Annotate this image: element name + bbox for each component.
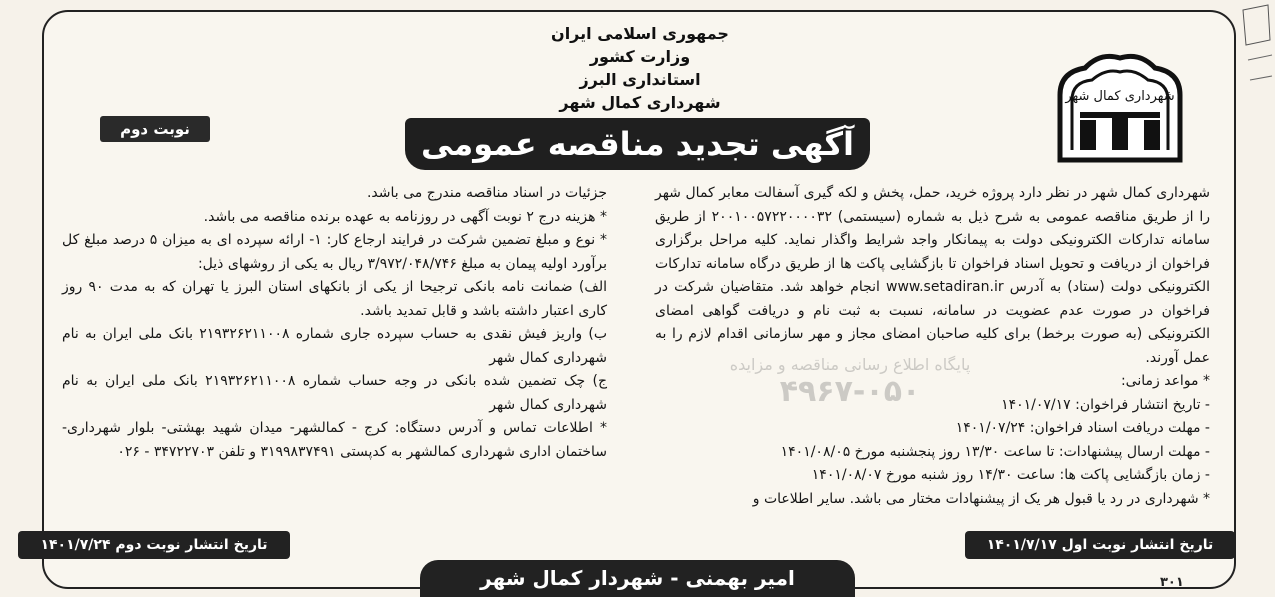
right-column [655, 182, 1210, 511]
paragraph: - مهلت دریافت اسناد فراخوان: ۱۴۰۱/۰۷/۲۴ [955, 420, 1210, 436]
first-publication-date: تاریخ انتشار نوبت اول ۱۴۰۱/۷/۱۷ [965, 531, 1235, 559]
paragraph: * هزینه درج ۲ نوبت آگهی در روزنامه به عهده برنده مناقصه می باشد. [203, 208, 607, 225]
paragraph: * شهرداری در رد یا قبول هر یک از پیشنهادات مختار می باشد. سایر اطلاعات و [752, 490, 1210, 507]
paragraph: جزئیات در اسناد مناقصه مندرج می باشد. [366, 185, 607, 201]
paragraph: * اطلاعات تماس و آدرس دستگاه: کرج - کمالشهر- میدان شهید بهشتی- بلوار شهرداری- ساختمان اداری شهرداری کمالشهر به کدپستی ۳۱۹۹۸۳۷۴۹۱ و تلفن ۳۴۷۲۲۷۰۳ - ۰۲۶ [62, 420, 607, 460]
paragraph: * مواعد زمانی: [1120, 373, 1210, 389]
government-header [520, 22, 760, 114]
paragraph: شهرداری کمال شهر در نظر دارد پروژه خرید، حمل، پخش و لکه گیری آسفالت معابر کمال شهر را از طریق مناقصه عمومی به شرح ذیل به شماره (سیستمی) ۲۰۰۱۰۰۵۷۲۲۰۰۰۰۳۲ از طریق سامانه تدارکات الکترونیکی دولت به پیمانکار واجد شرایط واگذار نماید. کلیه مراحل برگزاری فراخوان از دریافت و تحویل اسناد فراخوان تا بازگشایی پاکت ها از طریق درگاه سامانه تدارکات الکترونیکی دولت (ستاد) به آدرس www.setadiran.ir انجام خواهد شد. متقاضیان شرکت در فراخوان در صورت عدم عضویت در سامانه، نسبت به ثبت نام و دریافت گواهی امضای الکترونیکی (به صورت برخط) برای کلیه صاحبان امضای مجاز و مهر سازمانی اقدام لازم را به عمل آورند. [655, 185, 1210, 366]
binding-edge-marks [1238, 0, 1275, 160]
paragraph: ب) واریز فیش نقدی به حساب سپرده جاری شماره ۲۱۹۳۲۶۲۱۱۰۰۸ بانک ملی ایران به نام شهرداری کمال شهر [62, 326, 608, 366]
paragraph: ج) چک تضمین شده بانکی در وجه حساب شماره ۲۱۹۳۲۶۲۱۱۰۰۸ بانک ملی ایران به نام شهرداری کمال شهر [62, 373, 608, 413]
header-line: وزارت کشور [589, 47, 691, 66]
watermark [700, 355, 1000, 409]
round-badge: نوبت دوم [100, 116, 210, 142]
left-column [62, 182, 607, 464]
paragraph: - تاریخ انتشار فراخوان: ۱۴۰۱/۰۷/۱۷ [1001, 396, 1210, 413]
header-line: جمهوری اسلامی ایران [551, 24, 729, 43]
watermark-phone: ۴۹۶۷-۰۵۰ [779, 374, 921, 409]
page-number: ۳۰۱ [1160, 575, 1184, 590]
municipality-logo-icon [1040, 50, 1200, 170]
paragraph: - مهلت ارسال پیشنهادات: تا ساعت ۱۳/۳۰ روز پنجشنبه مورخ ۱۴۰۱/۰۸/۰۵ [780, 443, 1210, 460]
watermark-text: پایگاه اطلاع رسانی مناقصه و مزایده [729, 355, 971, 374]
mayor-signature-bar: امیر بهمنی - شهردار کمال شهر [420, 560, 855, 597]
paragraph: - زمان بازگشایی پاکت ها: ساعت ۱۴/۳۰ روز شنبه مورخ ۱۴۰۱/۰۸/۰۷ [811, 467, 1210, 483]
header-line: استانداری البرز [579, 70, 701, 89]
header-line: شهرداری کمال شهر [559, 93, 721, 112]
ad-title: آگهی تجدید مناقصه عمومی [405, 118, 870, 170]
paragraph: الف) ضمانت نامه بانکی ترجیحا از یکی از بانکهای استان البرز یا تهران که به مدت ۹۰ روز کاری اعتبار داشته باشد و قابل تمدید باشد. [62, 279, 607, 319]
paragraph: * نوع و مبلغ تضمین شرکت در فرایند ارجاع کار: ۱- ارائه سپرده ای به میزان ۵ درصد مبلغ کل برآورد اولیه پیمان به مبلغ ۳/۹۷۲/۰۴۸/۷۴۶ ریال به یکی از روشهای ذیل: [62, 232, 607, 272]
second-publication-date: تاریخ انتشار نوبت دوم ۱۴۰۱/۷/۲۴ [18, 531, 290, 559]
logo-text: شهرداری کمال شهر [1065, 89, 1175, 104]
